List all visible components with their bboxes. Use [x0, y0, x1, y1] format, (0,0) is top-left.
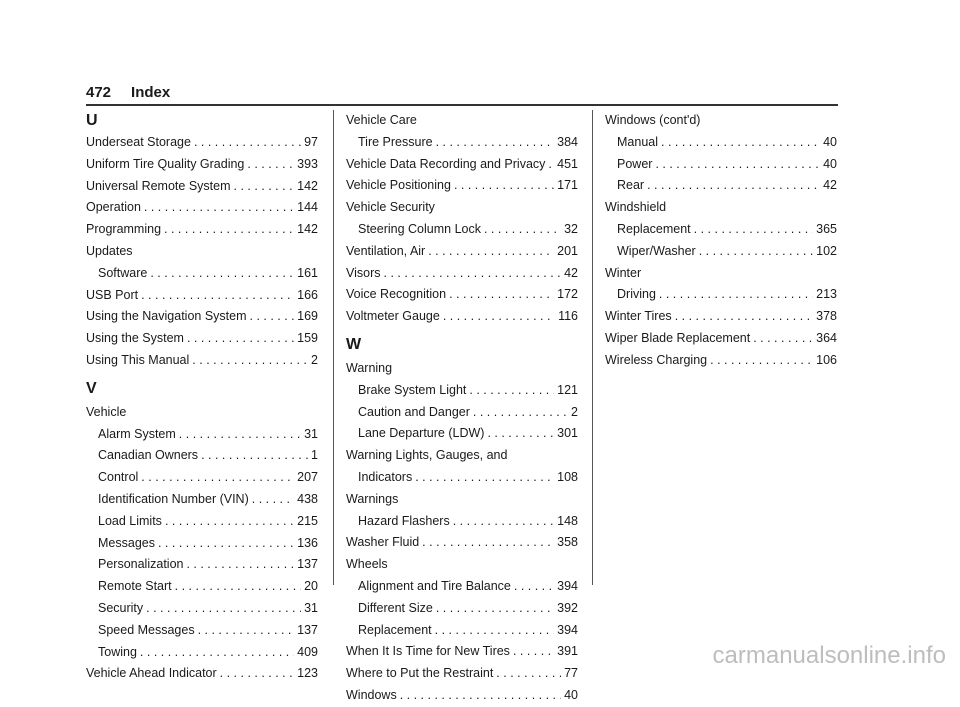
dot-leader [753, 328, 813, 350]
index-heading: Windshield [605, 200, 667, 215]
dot-leader [187, 328, 294, 350]
index-entry [346, 306, 578, 328]
entry-term: Personalization [98, 557, 184, 572]
page-reference[interactable]: 451 [557, 156, 578, 171]
page-reference[interactable]: 116 [558, 309, 578, 324]
page-reference[interactable]: 40 [564, 687, 578, 702]
entry-term: Visors [346, 265, 381, 280]
page-reference[interactable]: 213 [816, 287, 837, 302]
entry-term: Load Limits [98, 513, 162, 528]
page-reference[interactable]: 20 [304, 579, 318, 594]
entry-term: Identification Number (VIN) [98, 491, 249, 506]
dot-leader [647, 175, 820, 197]
index-entry [605, 350, 837, 372]
index-entry [346, 402, 578, 424]
entry-term: Steering Column Lock [358, 221, 481, 236]
index-column-1 [86, 110, 318, 685]
page-reference[interactable]: 40 [823, 156, 837, 171]
entry-term: Operation [86, 200, 141, 215]
dot-leader [513, 641, 554, 663]
page-reference[interactable]: 31 [304, 600, 318, 615]
index-entry [86, 642, 318, 664]
page-reference[interactable]: 2 [311, 352, 318, 367]
page-reference[interactable]: 394 [557, 578, 578, 593]
page-reference[interactable]: 121 [557, 382, 578, 397]
page-reference[interactable]: 384 [557, 134, 578, 149]
entry-term: Where to Put the Restraint [346, 666, 494, 681]
page-reference[interactable]: 391 [557, 644, 578, 659]
index-entry [346, 175, 578, 197]
dot-leader [234, 176, 295, 198]
entry-term: Caution and Danger [358, 404, 470, 419]
dot-leader [484, 219, 561, 241]
page-reference[interactable]: 394 [557, 622, 578, 637]
index-entry [346, 511, 578, 533]
page-reference[interactable]: 409 [297, 644, 318, 659]
entry-term: Wireless Charging [605, 352, 708, 367]
index-entry [346, 423, 578, 445]
index-heading: Vehicle Care [346, 113, 417, 127]
index-entry [346, 241, 578, 263]
dot-leader [428, 241, 554, 263]
dot-leader [661, 132, 820, 154]
dot-leader [384, 263, 562, 285]
entry-term: Alarm System [98, 426, 176, 441]
index-entry [86, 219, 318, 241]
index-entry [346, 467, 578, 489]
dot-leader [250, 306, 295, 328]
dot-leader [659, 284, 813, 306]
dot-leader [141, 467, 294, 489]
index-entry [86, 554, 318, 576]
index-entry [86, 154, 318, 176]
page-reference[interactable]: 166 [297, 287, 318, 302]
entry-term: Universal Remote System [86, 178, 231, 193]
index-entry [86, 132, 318, 154]
page-reference[interactable]: 142 [297, 222, 318, 237]
entry-term: Power [617, 156, 653, 171]
dot-leader [699, 241, 813, 263]
dot-leader [435, 620, 554, 642]
entry-term: Brake System Light [358, 382, 467, 397]
page-reference[interactable]: 207 [297, 470, 318, 485]
page-reference[interactable]: 136 [297, 535, 318, 550]
page-reference[interactable]: 123 [297, 666, 318, 681]
index-entry [86, 328, 318, 350]
dot-leader [158, 533, 294, 555]
index-heading: Windows (cont'd) [605, 113, 701, 127]
page-reference[interactable]: 102 [816, 243, 837, 258]
entry-term: Vehicle Positioning [346, 178, 451, 193]
index-entry [605, 219, 837, 241]
dot-leader [186, 554, 294, 576]
page-reference[interactable]: 1 [311, 448, 318, 463]
index-heading: Warnings [346, 491, 399, 506]
entry-term: Software [98, 265, 148, 280]
index-entry [86, 489, 318, 511]
dot-leader [487, 423, 554, 445]
dot-leader [198, 620, 295, 642]
index-list [86, 132, 318, 372]
index-entry [86, 598, 318, 620]
page-reference[interactable]: 40 [823, 134, 837, 149]
index-entry [86, 263, 318, 285]
page-reference[interactable]: 215 [297, 513, 318, 528]
index-entry [605, 284, 837, 306]
entry-term: Tire Pressure [358, 134, 433, 149]
index-heading: Updates [86, 243, 133, 258]
page-reference[interactable]: 108 [557, 469, 578, 484]
entry-term: Using the System [86, 331, 184, 346]
dot-leader [175, 576, 301, 598]
column-divider [333, 110, 334, 585]
section-letter: W [346, 335, 362, 353]
page-reference[interactable]: 201 [557, 243, 578, 258]
dot-leader [415, 467, 554, 489]
index-entry [346, 598, 578, 620]
dot-leader [436, 598, 554, 620]
index-entry [346, 641, 578, 663]
dot-leader [247, 154, 294, 176]
entry-term: USB Port [86, 287, 139, 302]
dot-leader [165, 511, 294, 533]
page-reference[interactable]: 393 [297, 156, 318, 171]
entry-term: Speed Messages [98, 622, 195, 637]
dot-leader [496, 663, 561, 685]
index-entry [86, 176, 318, 198]
page-header [86, 84, 170, 101]
page-reference[interactable]: 301 [557, 426, 578, 441]
entry-term: Uniform Tire Quality Grading [86, 156, 245, 171]
entry-term: Replacement [617, 221, 691, 236]
dot-leader [220, 663, 294, 685]
index-list [605, 110, 837, 372]
index-entry [86, 197, 318, 219]
index-heading: Warning [346, 360, 393, 375]
entry-term: Different Size [358, 600, 433, 615]
entry-term: Indicators [358, 469, 413, 484]
index-entry [346, 685, 578, 707]
dot-leader [449, 284, 554, 306]
index-entry [346, 532, 578, 554]
dot-leader [141, 285, 294, 307]
entry-term: Messages [98, 535, 155, 550]
dot-leader [400, 685, 561, 707]
dot-leader [548, 154, 554, 176]
entry-term: Manual [617, 134, 658, 149]
entry-term: Wiper/Washer [617, 243, 696, 258]
dot-leader [473, 402, 568, 424]
entry-term: Voice Recognition [346, 287, 447, 302]
page-reference[interactable]: 97 [304, 135, 318, 149]
page-reference[interactable]: 31 [304, 426, 318, 441]
entry-term: Lane Departure (LDW) [358, 426, 485, 441]
dot-leader [436, 132, 555, 154]
dot-leader [710, 350, 813, 372]
index-entry [86, 467, 318, 489]
entry-term: Wiper Blade Replacement [605, 330, 751, 345]
page-reference[interactable]: 144 [297, 200, 318, 215]
index-entry [605, 306, 837, 328]
dot-leader [192, 350, 308, 372]
header-rule [86, 104, 838, 106]
dot-leader [675, 306, 813, 328]
page-reference[interactable]: 148 [557, 513, 578, 528]
page-reference[interactable]: 137 [297, 622, 318, 637]
dot-leader [150, 263, 294, 285]
index-heading: Vehicle [86, 404, 127, 419]
section-letter: V [86, 379, 97, 397]
page-number: 472 [86, 84, 112, 101]
entry-term: Remote Start [98, 579, 172, 594]
index-entry [86, 533, 318, 555]
page-reference[interactable]: 392 [557, 600, 578, 615]
index-entry [346, 132, 578, 154]
page-reference[interactable]: 32 [564, 221, 578, 236]
page-reference[interactable]: 106 [816, 352, 837, 367]
index-heading: Wheels [346, 557, 388, 572]
entry-term: Windows [346, 687, 397, 702]
index-entry [346, 219, 578, 241]
entry-term: Towing [98, 644, 137, 659]
dot-leader [422, 532, 554, 554]
entry-term: When It Is Time for New Tires [346, 644, 510, 659]
entry-term: Underseat Storage [86, 135, 191, 149]
index-entry [86, 663, 318, 685]
entry-term: Alignment and Tire Balance [358, 578, 511, 593]
index-list [346, 110, 578, 328]
index-entry [346, 663, 578, 685]
index-list [346, 358, 578, 707]
entry-term: Hazard Flashers [358, 513, 450, 528]
page-reference[interactable]: 171 [557, 178, 578, 193]
page-reference[interactable]: 438 [297, 491, 318, 506]
index-entry [86, 445, 318, 467]
dot-leader [453, 511, 554, 533]
index-entry [86, 350, 318, 372]
page-reference[interactable]: 161 [297, 265, 318, 280]
dot-leader [179, 424, 301, 446]
index-entry [346, 154, 578, 176]
entry-term: Canadian Owners [98, 448, 199, 463]
page-reference[interactable]: 137 [297, 557, 318, 572]
column-divider [592, 110, 593, 585]
page-reference[interactable]: 378 [816, 309, 837, 324]
index-entry [605, 175, 837, 197]
index-heading: Vehicle Security [346, 200, 435, 215]
entry-term: Vehicle Data Recording and Privacy [346, 156, 546, 171]
index-entry [346, 380, 578, 402]
index-entry [605, 132, 837, 154]
dot-leader [146, 598, 301, 620]
page-title: Index [131, 84, 171, 101]
entry-term: Ventilation, Air [346, 243, 426, 258]
entry-term: Vehicle Ahead Indicator [86, 666, 217, 681]
page-reference[interactable]: 2 [571, 404, 578, 419]
entry-term: Replacement [358, 622, 432, 637]
section-letter: U [86, 112, 98, 129]
page-reference[interactable]: 364 [816, 330, 837, 345]
entry-term: Driving [617, 287, 656, 302]
dot-leader [655, 154, 820, 176]
dot-leader [201, 445, 308, 467]
dot-leader [469, 380, 554, 402]
index-entry [86, 511, 318, 533]
index-entry [86, 424, 318, 446]
entry-term: Using the Navigation System [86, 309, 247, 324]
index-column-3 [605, 110, 837, 372]
entry-term: Washer Fluid [346, 535, 420, 550]
page-reference[interactable]: 42 [564, 265, 578, 280]
index-entry [86, 285, 318, 307]
index-entry [346, 263, 578, 285]
page-reference[interactable]: 77 [564, 666, 578, 681]
index-entry [346, 620, 578, 642]
dot-leader [454, 175, 554, 197]
page-reference[interactable]: 358 [557, 535, 578, 550]
index-column-2 [346, 110, 578, 707]
dot-leader [514, 576, 554, 598]
dot-leader [144, 197, 294, 219]
page-reference[interactable]: 142 [297, 178, 318, 193]
index-heading: Warning Lights, Gauges, and [346, 448, 508, 463]
index-heading: Winter [605, 265, 642, 280]
watermark: carmanualsonline.info [712, 642, 946, 669]
dot-leader [252, 489, 294, 511]
page-reference[interactable]: 159 [297, 331, 318, 346]
page-reference[interactable]: 42 [823, 178, 837, 193]
index-entry [346, 576, 578, 598]
index-entry [86, 620, 318, 642]
entry-term: Voltmeter Gauge [346, 309, 440, 324]
dot-leader [694, 219, 813, 241]
index-list [86, 402, 318, 685]
entry-term: Rear [617, 178, 645, 193]
index-entry [605, 154, 837, 176]
entry-term: Winter Tires [605, 309, 672, 324]
index-entry [605, 328, 837, 350]
index-entry [86, 576, 318, 598]
index-entry [86, 306, 318, 328]
page-reference[interactable]: 169 [297, 309, 318, 324]
entry-term: Security [98, 600, 144, 615]
dot-leader [164, 219, 294, 241]
dot-leader [443, 306, 555, 328]
entry-term: Using This Manual [86, 352, 190, 367]
index-entry [346, 284, 578, 306]
index-entry [605, 241, 837, 263]
dot-leader [140, 642, 294, 664]
dot-leader [194, 132, 301, 154]
page-reference[interactable]: 172 [557, 287, 578, 302]
entry-term: Programming [86, 222, 162, 237]
entry-term: Control [98, 470, 139, 485]
page-reference[interactable]: 365 [816, 221, 837, 236]
